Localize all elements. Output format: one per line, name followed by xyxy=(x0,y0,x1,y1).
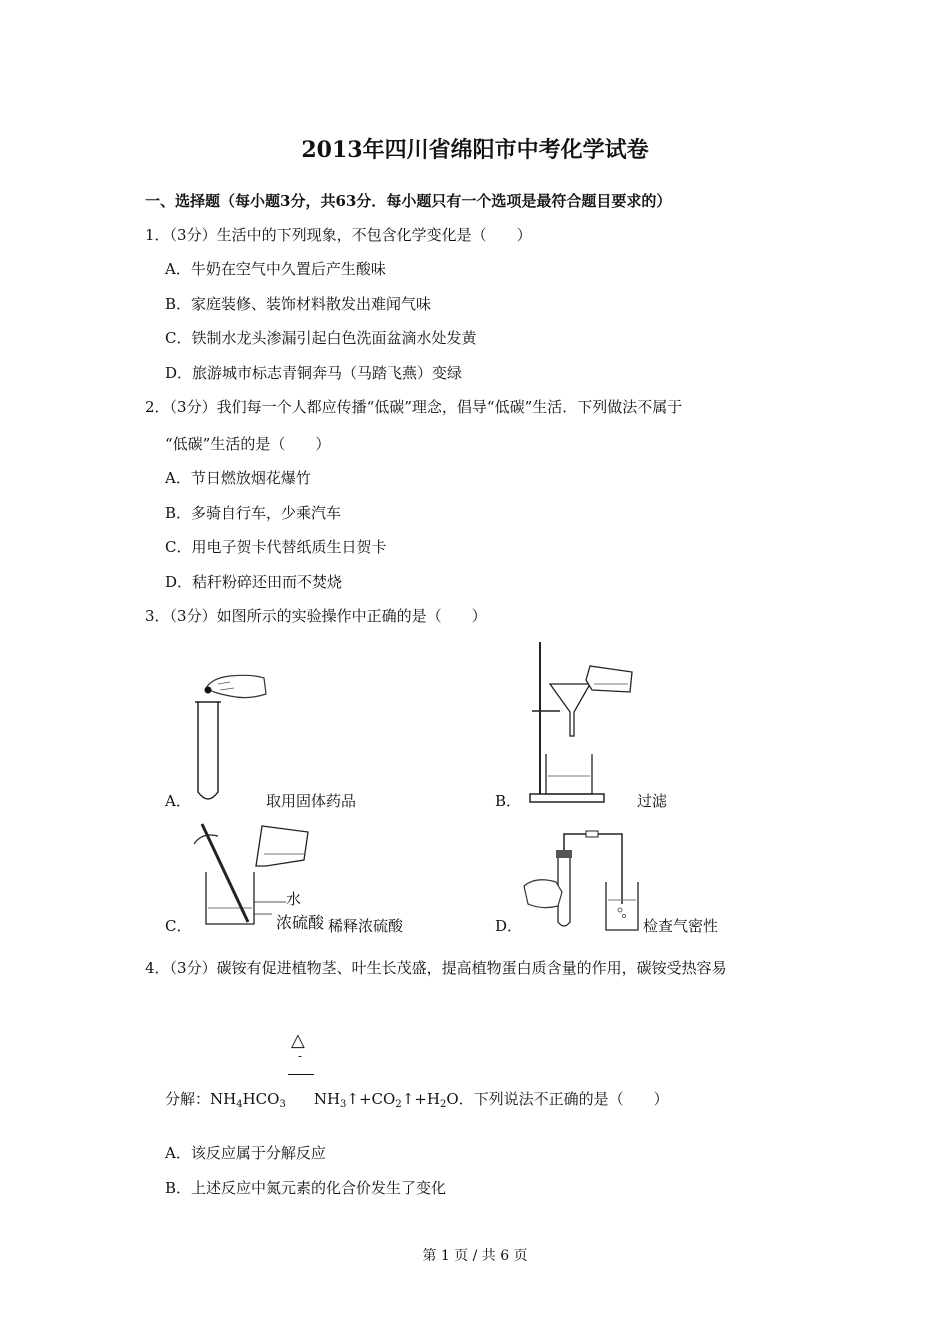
section-heading: 一、选择题（每小题3分，共63分．每小题只有一个选项是最符合题目要求的） xyxy=(145,192,672,210)
equation-arrow-h: ↑+H xyxy=(401,1090,440,1108)
figure-a-letter: A． xyxy=(165,792,191,810)
question-2-option-a: A．节日燃放烟花爆竹 xyxy=(165,469,311,487)
equation-hco3-subscript: 3 xyxy=(279,1099,286,1110)
equation-nh3-subscript: 3 xyxy=(340,1099,347,1110)
question-2-stem: 2．（3分）我们每一个人都应传播“低碳”理念，倡导“低碳”生活．下列做法不属于 xyxy=(145,398,683,416)
reaction-condition-heat: △ xyxy=(291,1030,305,1051)
question-4-option-b: B．上述反应中氮元素的化合价发生了变化 xyxy=(165,1179,447,1197)
figure-b-letter: B． xyxy=(495,792,522,810)
reaction-equals-line xyxy=(288,1074,314,1075)
equation-tail: O．下列说法不正确的是（ ） xyxy=(446,1090,669,1108)
equation-h2o-subscript: 2 xyxy=(439,1099,447,1110)
question-4-equation xyxy=(165,1088,669,1110)
question-1-option-d: D．旅游城市标志青铜奔马（马踏飞燕）变绿 xyxy=(165,364,463,382)
equation-nh3: NH xyxy=(313,1090,341,1108)
question-1-option-c: C．铁制水龙头渗漏引起白色洗面盆滴水处发黄 xyxy=(165,329,477,347)
page-footer: 第 1 页 / 共 6 页 xyxy=(422,1248,528,1264)
equation-co2-subscript: 2 xyxy=(395,1099,402,1110)
question-2-option-c: C．用电子贺卡代替纸质生日贺卡 xyxy=(165,538,387,556)
figure-d-airtightness-apparatus xyxy=(520,826,645,934)
question-3-stem: 3．（3分）如图所示的实验操作中正确的是（ ） xyxy=(145,607,487,625)
figure-d-caption: 检查气密性 xyxy=(643,917,719,935)
equation-nh4-subscript: 4 xyxy=(236,1099,243,1110)
reaction-condition-dash: - xyxy=(298,1049,303,1063)
question-1-option-b: B．家庭装修、装饰材料散发出难闻气味 xyxy=(165,295,432,313)
question-2-option-d: D．秸秆粉碎还田而不焚烧 xyxy=(165,573,343,591)
question-2-option-b: B．多骑自行车，少乘汽车 xyxy=(165,504,342,522)
figure-c-acid-label: 浓硫酸 xyxy=(276,913,325,932)
figure-d-letter: D． xyxy=(495,917,523,935)
equation-prefix: 分解：NH xyxy=(165,1090,237,1108)
question-4-stem: 4．（3分）碳铵有促进植物茎、叶生长茂盛，提高植物蛋白质含量的作用，碳铵受热容易 xyxy=(145,959,727,977)
figure-b-filtration-apparatus xyxy=(520,636,640,808)
figure-c-letter: C． xyxy=(165,917,192,935)
figure-c-water-label: 水 xyxy=(286,890,302,908)
page-title: 2013年四川省绵阳市中考化学试卷 xyxy=(301,137,649,163)
question-2-stem-continued: “低碳”生活的是（ ） xyxy=(165,435,331,453)
figure-c-caption: 稀释浓硫酸 xyxy=(328,917,404,935)
figure-b-caption: 过滤 xyxy=(637,792,668,810)
figure-a-caption: 取用固体药品 xyxy=(266,792,357,810)
question-1-option-a: A．牛奶在空气中久置后产生酸味 xyxy=(165,260,386,278)
equation-arrow-co: ↑+CO xyxy=(346,1090,396,1108)
figure-a-test-tube xyxy=(190,660,270,810)
question-1-stem: 1．（3分）生活中的下列现象，不包含化学变化是（ ） xyxy=(145,226,532,244)
question-4-option-a: A．该反应属于分解反应 xyxy=(165,1144,326,1162)
equation-hco: HCO xyxy=(242,1090,280,1108)
